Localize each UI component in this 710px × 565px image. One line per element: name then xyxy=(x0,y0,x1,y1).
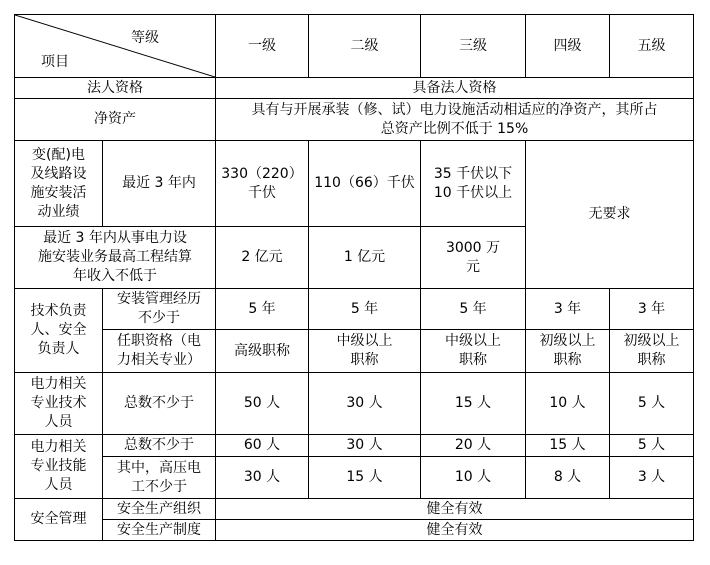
skill-staff-hv-4: 8 人 xyxy=(526,457,610,499)
legal-label: 法人资格 xyxy=(15,78,216,99)
performance-level-2: 110（66）千伏 xyxy=(309,141,421,227)
header-diagonal-cell xyxy=(15,15,216,78)
performance-level-3: 35 千伏以下 10 千伏以上 xyxy=(421,141,526,227)
header-level-4: 四级 xyxy=(526,15,610,78)
performance-group-label: 变(配)电 及线路设 施安装活 动业绩 xyxy=(15,141,103,227)
income-level-3: 3000 万 元 xyxy=(421,227,526,289)
tech-staff-1: 50 人 xyxy=(216,373,309,435)
header-level-3: 三级 xyxy=(421,15,526,78)
tech-lead-exp-label: 安装管理经历 不少于 xyxy=(103,289,216,330)
safety-org-value: 健全有效 xyxy=(216,499,694,520)
tech-staff-3: 15 人 xyxy=(421,373,526,435)
skill-staff-group-label: 电力相关 专业技能 人员 xyxy=(15,435,103,499)
header-item-label: 项目 xyxy=(41,54,69,70)
tech-lead-exp-4: 3 年 xyxy=(526,289,610,330)
income-level-1: 2 亿元 xyxy=(216,227,309,289)
tech-lead-title-3: 中级以上 职称 xyxy=(421,330,526,373)
skill-staff-total-3: 20 人 xyxy=(421,435,526,457)
net-assets-line-1: 具有与开展承装（修、试）电力设施活动相适应的净资产，其所占 xyxy=(251,101,658,118)
tech-lead-title-5: 初级以上 职称 xyxy=(610,330,694,373)
tech-staff-5: 5 人 xyxy=(610,373,694,435)
skill-staff-hv-5: 3 人 xyxy=(610,457,694,499)
skill-staff-hv-3: 10 人 xyxy=(421,457,526,499)
tech-lead-title-1: 高级职称 xyxy=(216,330,309,373)
tech-lead-exp-1: 5 年 xyxy=(216,289,309,330)
skill-staff-hv-label: 其中，高压电 工不少于 xyxy=(103,457,216,499)
net-assets-label: 净资产 xyxy=(15,99,216,141)
tech-lead-title-2: 中级以上 职称 xyxy=(309,330,421,373)
legal-value: 具备法人资格 xyxy=(216,78,694,99)
safety-sys-label: 安全生产制度 xyxy=(103,520,216,541)
performance-level-1: 330（220） 千伏 xyxy=(216,141,309,227)
skill-staff-total-5: 5 人 xyxy=(610,435,694,457)
tech-lead-exp-3: 5 年 xyxy=(421,289,526,330)
skill-staff-total-2: 30 人 xyxy=(309,435,421,457)
tech-staff-group-label: 电力相关 专业技术 人员 xyxy=(15,373,103,435)
skill-staff-total-1: 60 人 xyxy=(216,435,309,457)
net-assets-line-2: 总资产比例不低于 15% xyxy=(380,120,529,137)
performance-recent-label: 最近 3 年内 xyxy=(103,141,216,227)
tech-lead-exp-5: 3 年 xyxy=(610,289,694,330)
tech-lead-exp-2: 5 年 xyxy=(309,289,421,330)
skill-staff-total-label: 总数不少于 xyxy=(103,435,216,457)
safety-org-label: 安全生产组织 xyxy=(103,499,216,520)
safety-label: 安全管理 xyxy=(15,499,103,541)
qualification-table xyxy=(14,14,694,541)
tech-staff-2: 30 人 xyxy=(309,373,421,435)
header-level-2: 二级 xyxy=(309,15,421,78)
performance-levels-4-5: 无要求 xyxy=(526,141,694,289)
header-level-1: 一级 xyxy=(216,15,309,78)
tech-staff-sub-label: 总数不少于 xyxy=(103,373,216,435)
income-level-2: 1 亿元 xyxy=(309,227,421,289)
tech-lead-title-label: 任职资格（电 力相关专业） xyxy=(103,330,216,373)
tech-staff-4: 10 人 xyxy=(526,373,610,435)
tech-lead-title-4: 初级以上 职称 xyxy=(526,330,610,373)
header-level-5: 五级 xyxy=(610,15,694,78)
skill-staff-hv-2: 15 人 xyxy=(309,457,421,499)
tech-lead-group-label: 技术负责 人、安全 负责人 xyxy=(15,289,103,373)
header-grade-label: 等级 xyxy=(131,30,159,46)
safety-sys-value: 健全有效 xyxy=(216,520,694,541)
skill-staff-hv-1: 30 人 xyxy=(216,457,309,499)
skill-staff-total-4: 15 人 xyxy=(526,435,610,457)
net-assets-value xyxy=(216,99,694,141)
income-label: 最近 3 年内从事电力设 施安装业务最高工程结算 年收入不低于 xyxy=(15,227,216,289)
